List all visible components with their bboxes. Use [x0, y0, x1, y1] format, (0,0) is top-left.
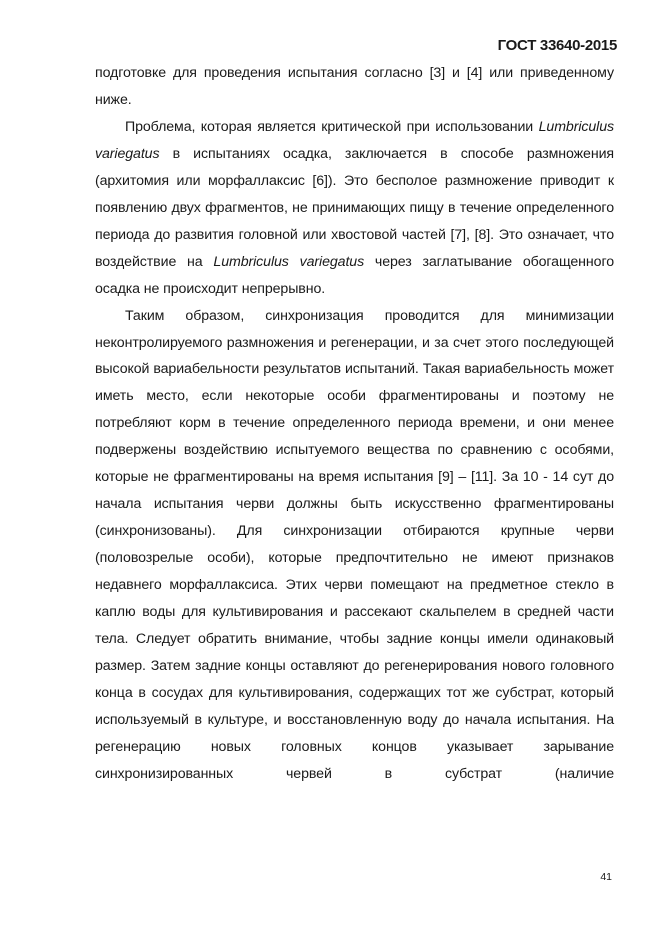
document-header-id: ГОСТ 33640-2015: [497, 37, 617, 54]
paragraph-problem-part3: через заглатывание обогащенного осадка не происходит непрерывно.: [95, 253, 614, 297]
paragraph-continuation: подготовке для проведения испытания согласно [3] и [4] или приведенному ниже.: [95, 65, 614, 108]
paragraph-problem-part2: в испытаниях осадка, заключается в способе размножения (архитомия или морфаллаксис [6]). Это бесполое размножение приводит к появлению двух фрагментов, не принимающих пищу в течение определенного периода до развития головной или хвостовой частей [7], [8]. Это означает, что воздействие на: [95, 145, 614, 270]
page-number: 41: [600, 871, 612, 883]
species-name: Lumbriculus variegatus: [213, 253, 365, 270]
paragraph-synchronization: Таким образом, синхронизация проводится для минимизации неконтролируемого размножения и регенерации, и за счет этого последующей высокой вариабельности результатов испытаний. Такая вариабельность может иметь место, если некоторые особи фрагментированы и поэтому не потребляют корм в течение определенного периода времени, и они менее подвержены воздействию испытуемого вещества по сравнению с особями, которые не фрагментированы на время испытания [9] – [11]. За 10 - 14 сут до начала испытания черви должны быть искусственно фрагментированы (синхронизованы). Для синхронизации отбираются крупные черви (половозрелые особи), которые предпочтительно не имеют признаков недавнего морфаллаксиса. Этих черви помещают на предметное стекло в каплю воды для культивирования и рассекают скальпелем в средней части тела. Следует обратить внимание, чтобы задние концы имели одинаковый размер. Затем задние концы оставляют до регенерирования нового головного конца в сосудах для культивирования, содержащих тот же субстрат, который используемый в культуре, и восстановленную воду до начала испытания. На регенерацию новых головных концов указывает зарывание синхронизированных червей в субстрат (наличие: [95, 307, 614, 782]
paragraph-problem-part1: Проблема, которая является критической при использовании: [125, 118, 539, 135]
document-body: [95, 60, 614, 788]
species-name: Lumbriculus variegatus: [95, 118, 614, 162]
paragraph-problem: [95, 114, 614, 303]
